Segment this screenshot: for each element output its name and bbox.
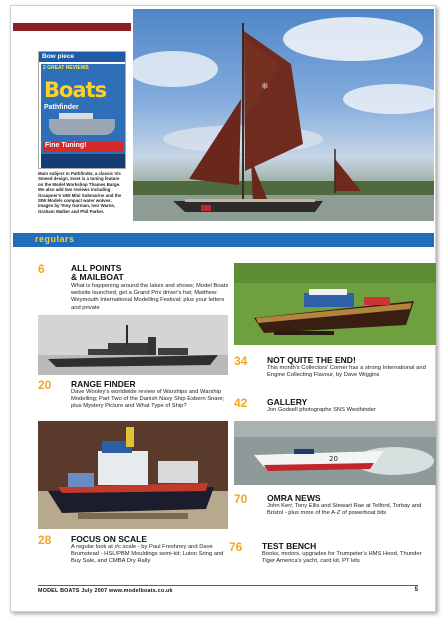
item-page-number: 28	[38, 533, 52, 547]
item-title: GALLERY	[267, 397, 308, 407]
item-title: RANGE FINDER	[71, 379, 136, 389]
item-description: A regular look at r/c scale - by Paul Freshney and Dave Brumstead - HSL/PBM Mouldings semi-kit; Luton Sring and Buy Sale, and CMBA Dry Rally	[71, 544, 224, 565]
item-page-number: 6	[38, 262, 45, 276]
svg-text:20: 20	[329, 455, 338, 463]
item-title: FOCUS ON SCALE	[71, 534, 148, 544]
page-footer	[38, 585, 418, 595]
item-title: ALL POINTS	[71, 263, 122, 273]
regulars-label: regulars	[35, 234, 75, 244]
photo-warship	[38, 315, 228, 375]
svg-text:❄: ❄	[261, 82, 269, 92]
item-description: This month's Collectors' Corner has a strong International and Engine Collecting Flavour, by Dave Wiggins	[267, 365, 426, 379]
cover-fine-tuning: Fine Tuning!	[43, 142, 123, 152]
bow-piece-header: Bow piece	[39, 52, 125, 62]
cover-brand: Boats	[44, 78, 107, 102]
hero-photo-thames-barge	[133, 9, 434, 221]
item-description: What is happening around the lakes and shows; Model Boats website launched; get a Grand Prix driver's hat; Matthew: Weymouth International Modelling Festival; plus your letters and private	[71, 283, 229, 311]
item-page-number: 20	[38, 378, 52, 392]
cover-bottom-strip	[41, 154, 125, 168]
magazine-cover-thumbnail	[41, 64, 125, 168]
bow-piece-box	[38, 51, 126, 169]
item-description: Jon Godsell photographs SNS Westhinder	[267, 407, 376, 413]
item-description: Dave Wooley's worldwide review of Warships and Warship Modelling; Part Two of the Danish Navy Ship Esbern Snare; plus Mystery Picture and What Type of Ship?	[71, 389, 225, 410]
cover-subtitle: Pathfinder	[44, 104, 79, 111]
item-page-number: 34	[234, 354, 248, 368]
footer-publication: MODEL BOATS July 2007 www.modelboats.co.uk	[38, 588, 173, 594]
top-color-bar	[13, 23, 131, 31]
photo-speedboat-model	[234, 263, 436, 345]
footer-page-number: 5	[414, 587, 418, 593]
item-page-number: 76	[229, 540, 243, 554]
item-page-number: 42	[234, 396, 248, 410]
cover-caption: Main subject in Pathfinder, a classic Vic Smeed design. Inset is a tuning feature on the Model Workshop Thames Barge. We also add two reviews including Graupner's U55 Mini Submarine and the SIW Models compact water wolves. Images by Tony Gorman, Ivor Warne, Graham Walker and Phil Parker.	[38, 171, 122, 214]
photo-powerboat	[234, 421, 436, 485]
cover-reviews-label: 2 GREAT REVIEWS	[43, 65, 89, 71]
item-page-number: 70	[234, 492, 248, 506]
item-description: John Kerr, Tony Ellis and Stewart Rae at Telford, Torbay and Bristol - plus more of the A-Z of powerboat bits	[267, 503, 422, 517]
cover-boat-hull	[49, 119, 115, 135]
regulars-section-bar	[13, 233, 434, 247]
item-title: TEST BENCH	[262, 541, 317, 551]
item-title-line2: & MAILBOAT	[71, 272, 124, 282]
item-title: NOT QUITE THE END!	[267, 355, 356, 365]
item-title: OMRA NEWS	[267, 493, 321, 503]
item-description: Books, motors, upgrades for Trumpeter's HMS Hood, Thunder Tiger America's yacht, card kit, PT kits	[262, 551, 422, 565]
photo-tug-model	[38, 421, 228, 529]
